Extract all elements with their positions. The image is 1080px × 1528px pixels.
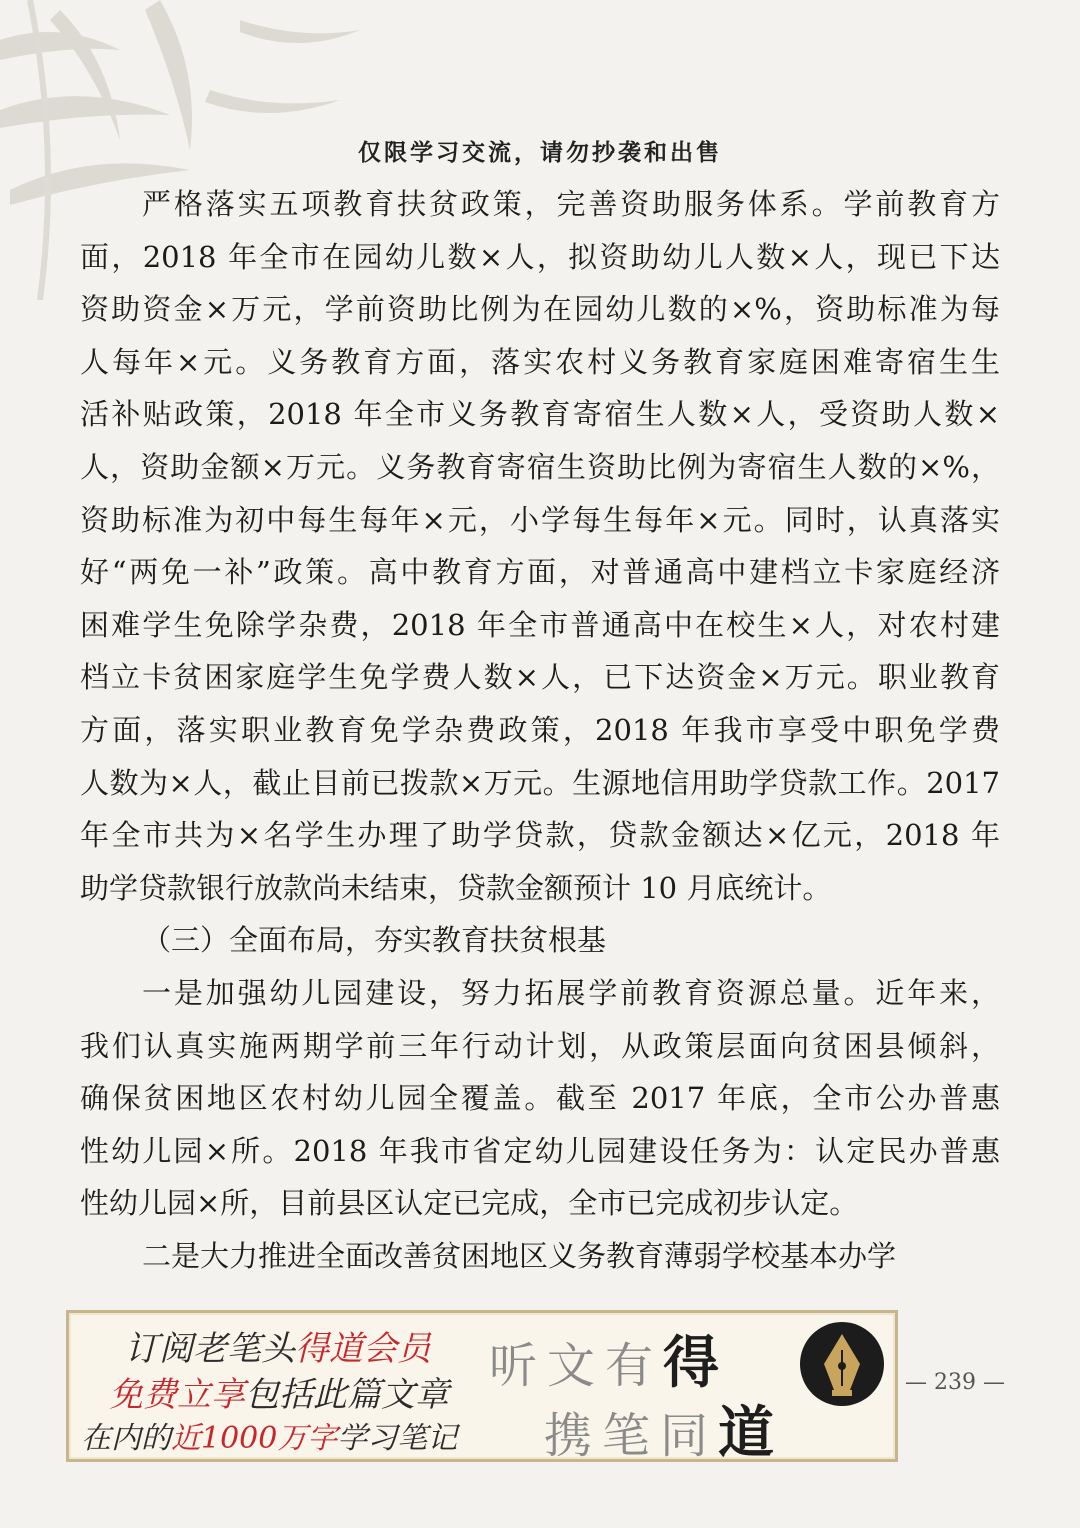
page-number: — 239 — xyxy=(905,1370,1005,1395)
text-line: 严格落实五项教育扶贫政策，完善资助服务体系。学前教育方 xyxy=(142,187,1000,221)
banner-line-1: 订阅老笔头得道会员 xyxy=(125,1329,431,1369)
text-line: 人，资助金额×万元。义务教育寄宿生资助比例为寄宿生人数的×%， xyxy=(80,449,1000,484)
text-line: 资助标准为初中每生每年×元，小学每生每年×元。同时，认真落实 xyxy=(80,502,1000,537)
text-line: 我们认真实施两期学前三年行动计划，从政策层面向贫困县倾斜， xyxy=(80,1028,1000,1063)
text-line: 困难学生免除学杂费，2018 年全市普通高中在校生×人，对农村建 xyxy=(80,607,1000,642)
text-line: 人数为×人，截止目前已拨款×万元。生源地信用助学贷款工作。2017 xyxy=(80,765,1000,800)
section-heading: （三）全面布局，夯实教育扶贫根基 xyxy=(142,923,607,958)
text-line: 资助资金×万元，学前资助比例为在园幼儿数的×%，资助标准为每 xyxy=(80,292,1000,327)
text-line: 活补贴政策，2018 年全市义务教育寄宿生人数×人，受资助人数× xyxy=(80,397,1000,432)
banner-line-3: 在内的近1000万字学习笔记 xyxy=(81,1421,458,1456)
text-line: 人每年×元。义务教育方面，落实农村义务教育家庭困难寄宿生生 xyxy=(80,344,1000,379)
text-line: 面，2018 年全市在园幼儿数×人，拟资助幼儿人数×人，现已下达 xyxy=(80,239,1000,274)
text-line: 确保贫困地区农村幼儿园全覆盖。截至 2017 年底，全市公办普惠 xyxy=(80,1081,1000,1116)
text-line: 好“两免一补”政策。高中教育方面，对普通高中建档立卡家庭经济 xyxy=(80,555,1000,590)
text-line: 一是加强幼儿园建设，努力拓展学前教育资源总量。近年来， xyxy=(142,975,1000,1010)
text-line: 性幼儿园×所。2018 年我市省定幼儿园建设任务为：认定民办普惠 xyxy=(80,1133,1000,1168)
body-text xyxy=(80,178,1000,1282)
text-line: 档立卡贫困家庭学生免学费人数×人，已下达资金×万元。职业教育 xyxy=(80,660,1000,695)
promo-banner[interactable] xyxy=(66,1310,898,1466)
fountain-pen-nib-icon xyxy=(798,1320,886,1408)
banner-slogan-2: 携笔同道 xyxy=(544,1400,785,1466)
text-line: 方面，落实职业教育免学杂费政策，2018 年我市享受中职免学费 xyxy=(80,712,1000,747)
banner-line-2: 免费立享包括此篇文章 xyxy=(109,1375,449,1415)
text-line: 助学贷款银行放款尚未结束，贷款金额预计 10 月底统计。 xyxy=(80,870,832,905)
text-line: 年全市共为×名学生办理了助学贷款，贷款金额达×亿元，2018 年 xyxy=(80,818,1000,853)
text-line: 二是大力推进全面改善贫困地区义务教育薄弱学校基本办学 xyxy=(142,1238,897,1273)
text-line: 性幼儿园×所，目前县区认定已完成，全市已完成初步认定。 xyxy=(80,1186,859,1221)
banner-slogan-1: 听文有得 xyxy=(489,1330,730,1396)
header-note: 仅限学习交流，请勿抄袭和出售 xyxy=(358,139,722,166)
